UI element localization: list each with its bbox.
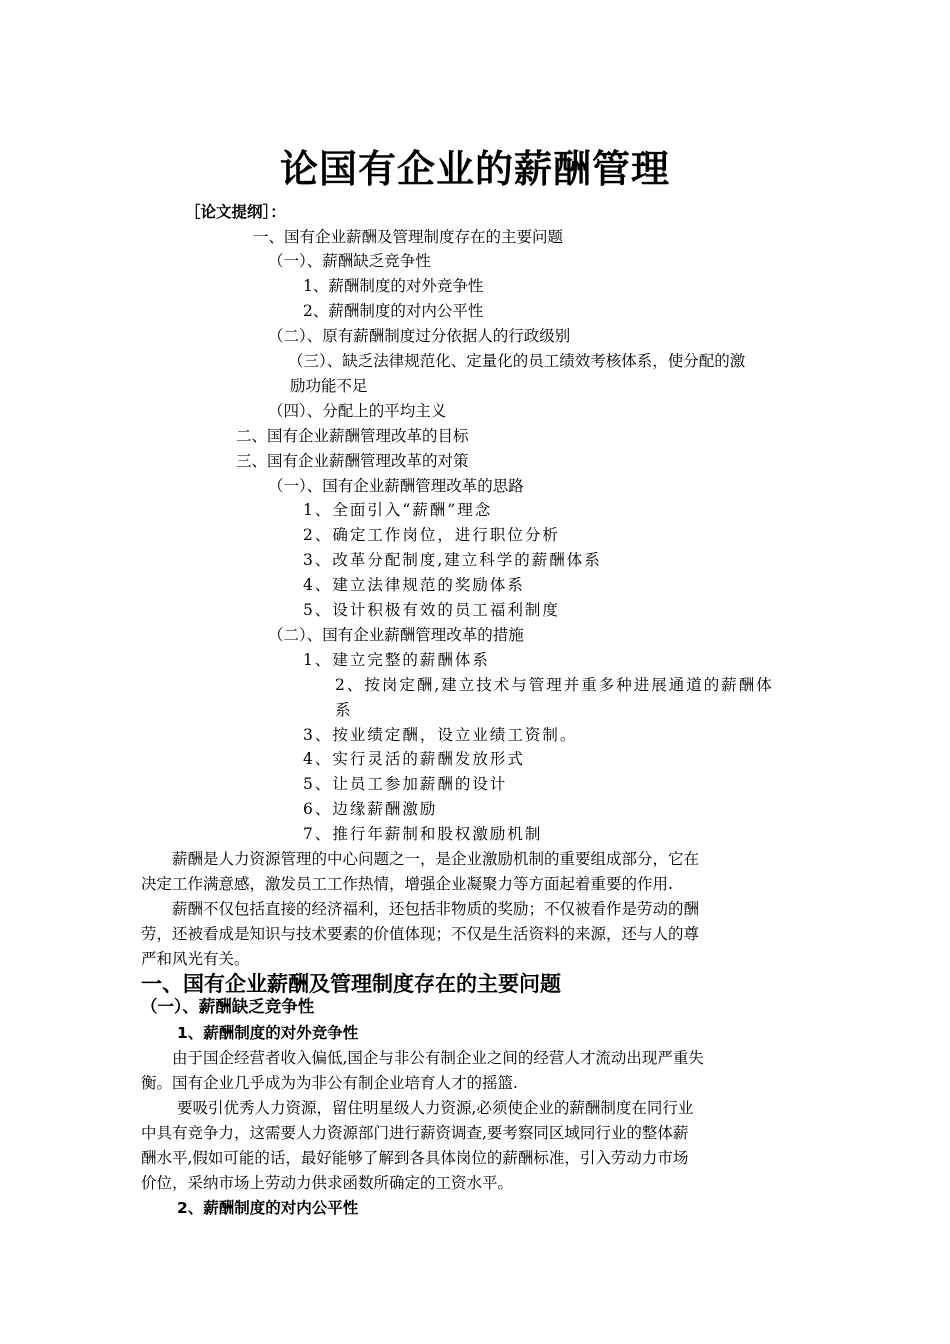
outline-item: （三）、缺乏法律规范化、定量化的员工绩效考核体系，使分配的激 [288, 352, 746, 370]
outline-item: 三、国有企业薪酬管理改革的对策 [236, 452, 469, 470]
paragraph-line: 价位，采纳市场上劳动力供求函数所确定的工资水平。 [141, 1174, 514, 1192]
subsection-heading: （一）、薪酬缺乏竞争性 [141, 997, 315, 1016]
paragraph-line: 严和风光有关。 [141, 950, 250, 968]
outline-item: （二）、国有企业薪酬管理改革的措施 [268, 626, 524, 644]
paragraph-line: 劳，还被看成是知识与技术要素的价值体现；不仅是生活资料的来源，还与人的尊 [141, 925, 700, 943]
outline-item: 励功能不足 [290, 377, 368, 395]
outline-item: （一）、国有企业薪酬管理改革的思路 [268, 477, 524, 495]
paragraph-line: 薪酬不仅包括直接的经济福利，还包括非物质的奖励；不仅被看作是劳动的酬 [172, 900, 700, 918]
paragraph-line: 衡。国有企业几乎成为为非公有制企业培育人才的摇篮. [141, 1074, 518, 1092]
outline-item: （一）、薪酬缺乏竞争性 [268, 252, 431, 270]
outline-item: 一、国有企业薪酬及管理制度存在的主要问题 [253, 228, 564, 246]
paragraph-line: 薪酬是人力资源管理的中心问题之一，是企业激励机制的重要组成部分，它在 [172, 850, 700, 868]
paragraph-line: 决定工作满意感，激发员工工作热情，增强企业凝聚力等方面起着重要的作用. [141, 875, 673, 893]
paragraph-line: 由于国企经营者收入偏低,国企与非公有制企业之间的经营人才流动出现严重失 [172, 1049, 704, 1067]
outline-label: ［论文提纲］： [185, 203, 286, 221]
outline-item: 7、推行年薪制和股权激励机制 [303, 825, 543, 843]
outline-item: 系 [335, 701, 351, 719]
outline-item: 5、设计积极有效的员工福利制度 [303, 601, 560, 619]
outline-item: 2、确定工作岗位，进行职位分析 [303, 526, 560, 544]
outline-item: 2、薪酬制度的对内公平性 [303, 302, 484, 320]
item-heading: 2、薪酬制度的对内公平性 [177, 1199, 359, 1217]
outline-item: 1、薪酬制度的对外竞争性 [303, 277, 484, 295]
section-heading: 一、国有企业薪酬及管理制度存在的主要问题 [141, 972, 561, 996]
paragraph-line: 中具有竞争力，这需要人力资源部门进行薪资调查,要考察同区域同行业的整体薪 [141, 1124, 689, 1142]
outline-item: （二）、原有薪酬制度过分依据人的行政级别 [268, 327, 571, 345]
outline-item: 4、建立法律规范的奖励体系 [303, 576, 525, 594]
outline-item: 1、全面引入“薪酬”理念 [303, 501, 493, 519]
outline-item: 3、按业绩定酬，设立业绩工资制。 [303, 726, 578, 744]
outline-item: （四）、分配上的平均主义 [268, 402, 447, 420]
outline-item: 5、让员工参加薪酬的设计 [303, 775, 508, 793]
item-heading: 1、薪酬制度的对外竞争性 [177, 1024, 359, 1042]
paragraph-line: 酬水平,假如可能的话，最好能够了解到各具体岗位的薪酬标准，引入劳动力市场 [141, 1149, 689, 1167]
outline-item: 1、建立完整的薪酬体系 [303, 651, 490, 669]
outline-item: 二、国有企业薪酬管理改革的目标 [236, 427, 469, 445]
outline-item: 3、改革分配制度,建立科学的薪酬体系 [303, 551, 602, 569]
outline-item: 6、边缘薪酬激励 [303, 800, 438, 818]
document-title: 论国有企业的薪酬管理 [279, 147, 670, 191]
outline-item: 4、实行灵活的薪酬发放形式 [303, 750, 525, 768]
outline-item: 2、按岗定酬,建立技术与管理并重多种进展通道的薪酬体 [335, 676, 774, 694]
paragraph-line: 要吸引优秀人力资源，留住明星级人力资源,必须使企业的薪酬制度在同行业 [177, 1099, 694, 1117]
